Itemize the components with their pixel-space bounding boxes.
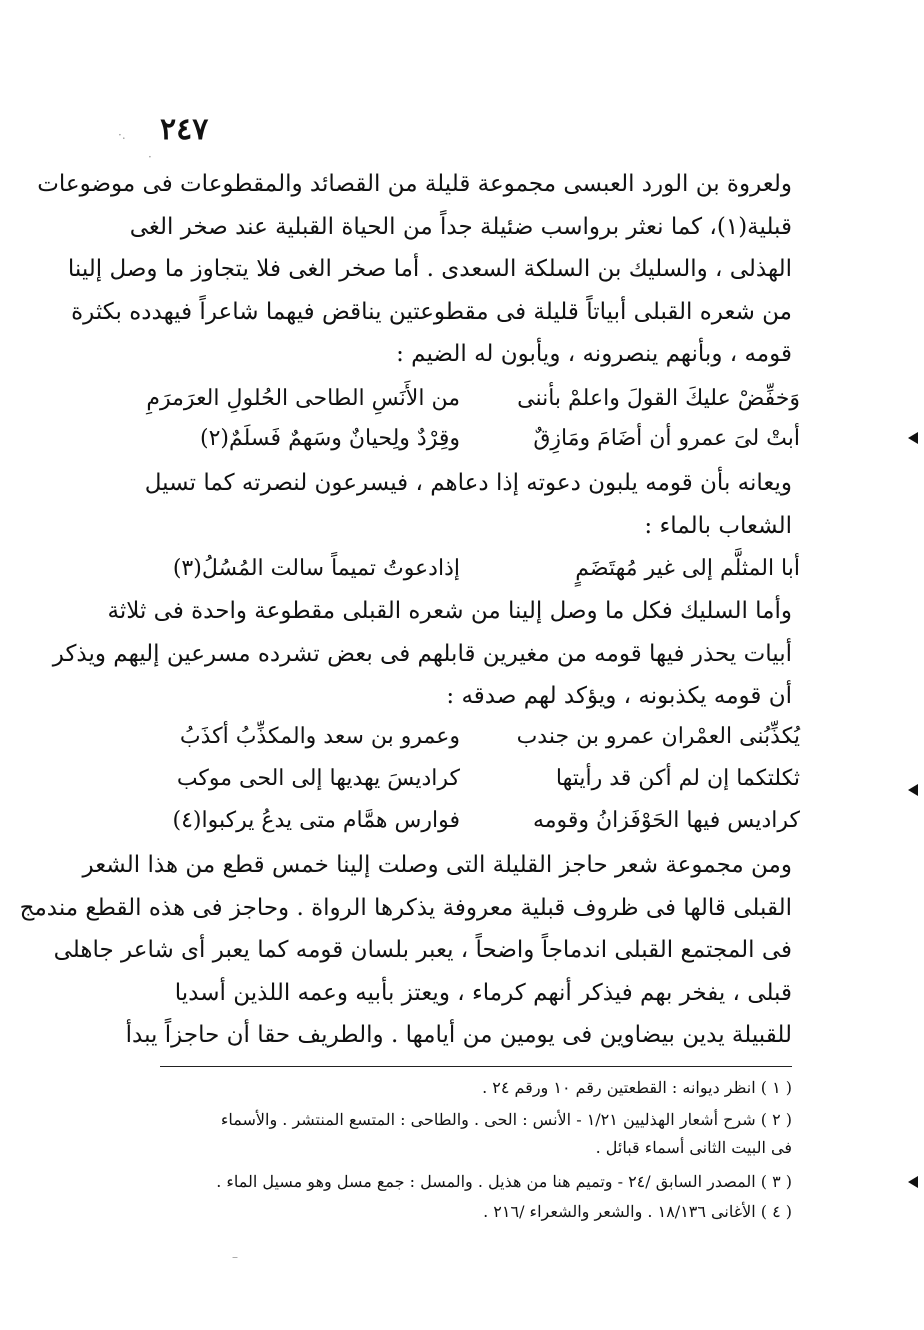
footnote-line: فى البيت الثانى أسماء قبائل . — [595, 1138, 792, 1157]
verse-hemistich: كراديسَ يهديها إلى الحى موكب — [176, 766, 460, 791]
verse-hemistich: وَخفِّضْ عليكَ القولَ واعلمْ بأننى — [517, 386, 800, 411]
scan-speck: · — [148, 150, 152, 164]
text-line: أن قومه يكذبونه ، ويؤكد لهم صدقه : — [446, 683, 792, 710]
verse-line — [160, 548, 800, 590]
margin-mark — [908, 784, 918, 796]
text-line: قبلية(١)، كما نعثر برواسب ضئيلة جداً من الحياة القبلية عند صخر الغى — [129, 213, 792, 240]
text-line: أبيات يحذر فيها قومه من مغيرين قابلهم فى بعض تشرده مسرعين إليهم ويذكر — [52, 640, 792, 667]
paragraph — [19, 844, 792, 1057]
margin-mark — [908, 1176, 918, 1188]
footnote-line: ( ٤ ) الأغانى ١٨/١٣٦ . والشعر والشعراء /٢١٦ . — [483, 1202, 792, 1221]
verse-line — [160, 758, 800, 800]
verse-hemistich: ثكلتكما إن لم أكن قد رأيتها — [555, 766, 800, 791]
footnote-line: ( ١ ) انظر ديوانه : القطعتين رقم ١٠ ورقم ٢٤ . — [482, 1078, 792, 1097]
verse-hemistich: من الأَنَسِ الطاحى الحُلولِ العرَمرَمِ — [146, 386, 460, 411]
verse-hemistich: إذادعوتُ تميماً سالت المُسُلُ(٣) — [172, 556, 460, 581]
scan-speck: – — [232, 1250, 238, 1264]
paragraph — [37, 163, 792, 376]
verse-hemistich: يُكذِّبُنى العمْران عمرو بن جندب — [516, 724, 800, 749]
footnote-line: ( ٢ ) شرح أشعار الهذليين ١/٢١ - الأنس : الحى . والطاحى : المتسع المنتشر . والأسماء — [220, 1110, 792, 1129]
footnote — [160, 1106, 792, 1162]
text-line: ولعروة بن الورد العبسى مجموعة قليلة من القصائد والمقطوعات فى موضوعات — [37, 171, 792, 197]
verse-line — [160, 800, 800, 842]
text-line: قبلى ، يفخر بهم فيذكر أنهم كرماء ، ويعتز بأبيه وعمه اللذين أسديا — [174, 979, 792, 1006]
verse-hemistich: أبا المثلَّم إلى غير مُهتَضَمٍ — [575, 556, 800, 581]
verse-line — [160, 418, 800, 460]
verse-hemistich: أبتْ لىَ عمرو أن أضَامَ ومَازِقٌ — [533, 426, 800, 451]
verse-hemistich: وقِرْدٌ ولِحيانٌ وسَهمٌ فَسلَمٌ(٢) — [200, 426, 460, 451]
verse-line — [146, 378, 800, 420]
footnote-divider — [160, 1066, 792, 1067]
margin-mark — [908, 432, 918, 444]
text-line: القبلى قالها فى ظروف قبلية معروفة يذكرها الرواة . وحاجز فى هذه القطع مندمج — [19, 894, 792, 921]
text-line: قومه ، وبأنهم ينصرونه ، ويأبون له الضيم : — [396, 341, 792, 368]
verse-hemistich: وعمرو بن سعد والمكذِّبُ أكذَبُ — [179, 724, 460, 749]
page-number: ٢٤٧ — [160, 112, 209, 147]
verse-hemistich: كراديس فيها الحَوْفَزانُ وقومه — [532, 808, 800, 833]
scan-speck: ·. — [118, 128, 126, 142]
paragraph — [52, 590, 792, 718]
verse-line — [160, 716, 800, 758]
footnote — [160, 1198, 792, 1226]
text-line: فى المجتمع القبلى اندماجاً واضحاً ، يعبر بلسان قومه كما يعبر أى شاعر جاهلى — [53, 937, 792, 964]
text-line: الهذلى ، والسليك بن السلكة السعدى . أما صخر الغى فلا يتجاوز ما وصل إلينا — [67, 256, 792, 283]
paragraph — [144, 462, 792, 547]
text-line: الشعاب بالماء : — [644, 512, 792, 539]
text-line: ومن مجموعة شعر حاجز القليلة التى وصلت إلينا خمس قطع من هذا الشعر — [82, 852, 792, 878]
text-line: للقبيلة يدين بيضاوين فى يومين من أيامها . والطريف حقا أن حاجزاً يبدأ — [125, 1022, 792, 1049]
footnote — [160, 1074, 792, 1102]
text-line: وأما السليك فكل ما وصل إلينا من شعره القبلى مقطوعة واحدة فى ثلاثة — [107, 598, 792, 624]
footnote — [160, 1168, 792, 1196]
verse-hemistich: فوارس همَّام متى يدعُ يركبوا(٤) — [172, 808, 460, 833]
text-line: من شعره القبلى أبياتاً قليلة فى مقطوعتين يناقض فيهما شاعراً فيهدده بكثرة — [71, 298, 792, 325]
footnote-line: ( ٣ ) المصدر السابق /٢٤ - وتميم هنا من هذيل . والمسل : جمع مسل وهو مسيل الماء . — [216, 1172, 792, 1191]
text-line: ويعانه بأن قومه يلبون دعوته إذا دعاهم ، فيسرعون لنصرته كما تسيل — [144, 470, 792, 496]
